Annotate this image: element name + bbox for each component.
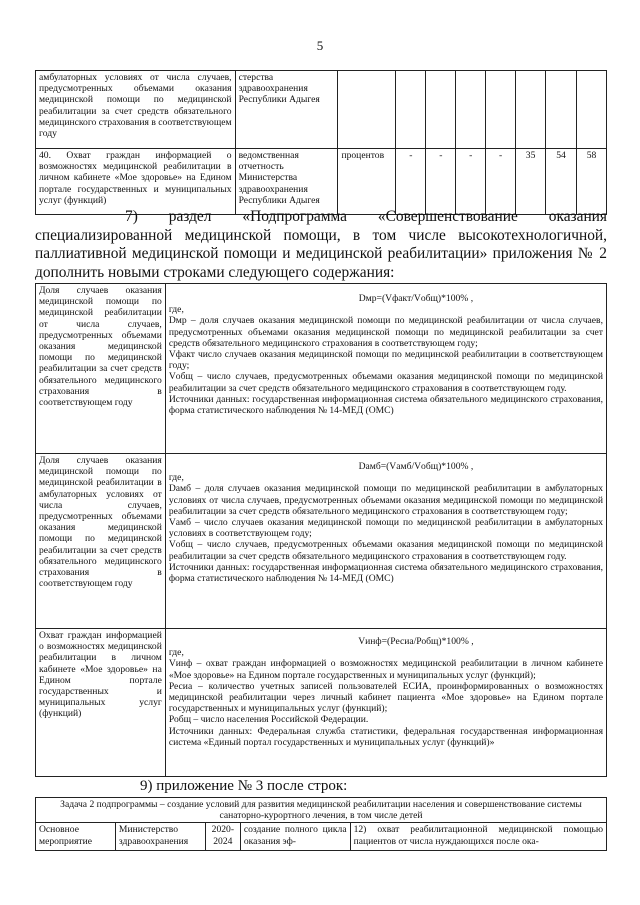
- activities-table: [35, 797, 607, 851]
- value-cell: -: [426, 149, 456, 215]
- indicator-name: амбулаторных условиях от числа случаев, предусмотренных объемами оказания медицинской помощи по медицинской реабилитации за счет средств обязательного медицинского страхования в соответствующем году: [36, 71, 236, 149]
- table-row: [36, 149, 607, 215]
- responsible: Министерство здравоохранения: [115, 823, 205, 851]
- table-row: [36, 823, 607, 851]
- definition: Vобщ – число случаев, предусмотренных объемами оказания медицинской помощи по медицинской реабилитации за счет средств обязательного медицинского страхования в соответствующем году.: [168, 371, 603, 394]
- section-7-heading: 7) раздел «Подпрограмма «Совершенствование оказания специализированной медицинской помощи, в том числе высокотехнологичной, паллиативной медицинской помощи и медицинской реабилитации» приложения № 2 дополнить новыми строками следующего содержания:: [35, 208, 607, 281]
- formula: Dамб=(Vамб/Vобщ)*100% ,: [358, 461, 474, 472]
- definition: Vфакт число случаев оказания медицинской помощи по медицинской реабилитации в соответствующем году;: [168, 349, 603, 372]
- where-label: где,: [168, 304, 184, 316]
- value-cell: 35: [516, 149, 546, 215]
- definition: Vамб – число случаев оказания медицинской помощи по медицинской реабилитации в амбулаторных условиях в соответствующем году;: [168, 517, 603, 540]
- definition: Dмр – доля случаев оказания медицинской помощи по медицинской реабилитации от числа случаев, предусмотренных объемами оказания медицинской помощи по медицинской реабилитации за счет средств обязательного медицинского страхования в соответствующем году;: [168, 315, 603, 349]
- page-number: 5: [316, 38, 324, 53]
- table-row: [36, 629, 607, 777]
- expected-result: создание полного цикла оказания эф-: [240, 823, 350, 851]
- data-source: Источники данных: государственная информационная система обязательного медицинского страхования, форма статистического наблюдения № 14-МЕД (ОМС): [168, 393, 603, 417]
- indicator-method: [165, 454, 606, 629]
- indicator-source: ведомственная отчетность Министерства здравоохранения Республики Адыгея: [235, 149, 338, 215]
- related-indicator: 12) охват реабилитационной медицинской помощью пациентов от числа нуждающихся после ока-: [350, 823, 606, 851]
- definition: Vинф – охват граждан информацией о возможностях медицинской реабилитации в личном кабинете «Мое здоровье» на Едином портале государственных и муниципальных услуг (функций);: [168, 658, 603, 681]
- indicator-method: [165, 629, 606, 777]
- indicator-name: Доля случаев оказания медицинской помощи по медицинской реабилитации от числа случаев, предусмотренных объемами оказания медицинской помощи по медицинской реабилитации за счет средств обязательного медицинского страхования в соответствующем году: [36, 284, 166, 454]
- table-row: [36, 71, 607, 149]
- definition: Vобщ – число случаев, предусмотренных объемами оказания медицинской помощи по медицинской реабилитации за счет средств обязательного медицинского страхования в соответствующем году.: [168, 539, 603, 562]
- table-row: [36, 798, 607, 823]
- formula: Vинф=(Ресиа/Робщ)*100% ,: [358, 636, 474, 647]
- section-9-heading: 9) приложение № 3 после строк:: [140, 778, 348, 794]
- value-cell: 58: [576, 149, 606, 215]
- data-source: Источники данных: государственная информационная система обязательного медицинского страхования, форма статистического наблюдения № 14-МЕД (ОМС): [168, 561, 603, 585]
- task-row: Задача 2 подпрограммы – создание условий для развития медицинской реабилитации населения и совершенствование системы санаторно-курортного лечения, в том числе детей: [36, 798, 607, 823]
- where-label: где,: [168, 472, 184, 484]
- value-cell: -: [396, 149, 426, 215]
- period: 2020-2024: [205, 823, 240, 851]
- value-cell: -: [486, 149, 516, 215]
- data-source: Источники данных: Федеральная служба статистики, федеральная государственная информационная система «Единый портал государственных и муниципальных услуг (функций)»: [168, 725, 603, 748]
- definition: Dамб – доля случаев оказания медицинской помощи по медицинской реабилитации в амбулаторных условиях от числа случаев, предусмотренных объемами оказания медицинской помощи по медицинской реабилитации за счет средств обязательного медицинского страхования в соответствующем году;: [168, 483, 603, 517]
- definition: Ресиа – количество учетных записей пользователей ЕСИА, проинформированных о возможностях медицинской реабилитации через личный кабинет пациента «Мое здоровье» на Едином портале государственных и муниципальных услуг (функций);: [168, 680, 603, 715]
- value-cell: -: [456, 149, 486, 215]
- value-cell: 54: [546, 149, 577, 215]
- where-label: где,: [168, 647, 184, 659]
- table-row: [36, 454, 607, 629]
- definition: Робщ – число населения Российской Федерации.: [168, 714, 369, 726]
- indicator-name: Охват граждан информацией о возможностях медицинской реабилитации в личном кабинете «Мое здоровье» на Едином портале государственных и муниципальных услуг (функций): [36, 629, 166, 777]
- indicator-method: [165, 284, 606, 454]
- indicator-unit: процентов: [338, 149, 396, 215]
- formula: Dмр=(Vфакт/Vобщ)*100% ,: [358, 293, 474, 304]
- table-row: [36, 284, 607, 454]
- activity-type: Основное мероприятие: [36, 823, 116, 851]
- indicator-name: Доля случаев оказания медицинской помощи по медицинской реабилитации в амбулаторных условиях от числа случаев, предусмотренных объемами оказания медицинской помощи по медицинской реабилитации за счет средств обязательного медицинского страхования в соответствующем году: [36, 454, 166, 629]
- indicators-table-top: [35, 70, 607, 215]
- indicator-name: 40. Охват граждан информацией о возможностях медицинской реабилитации в личном кабинете «Мое здоровье» на Едином портале государственных и муниципальных услуг (функций): [36, 149, 236, 215]
- indicators-methodology-table: [35, 283, 607, 777]
- indicator-source: стерства здравоохранения Республики Адыгея: [235, 71, 338, 149]
